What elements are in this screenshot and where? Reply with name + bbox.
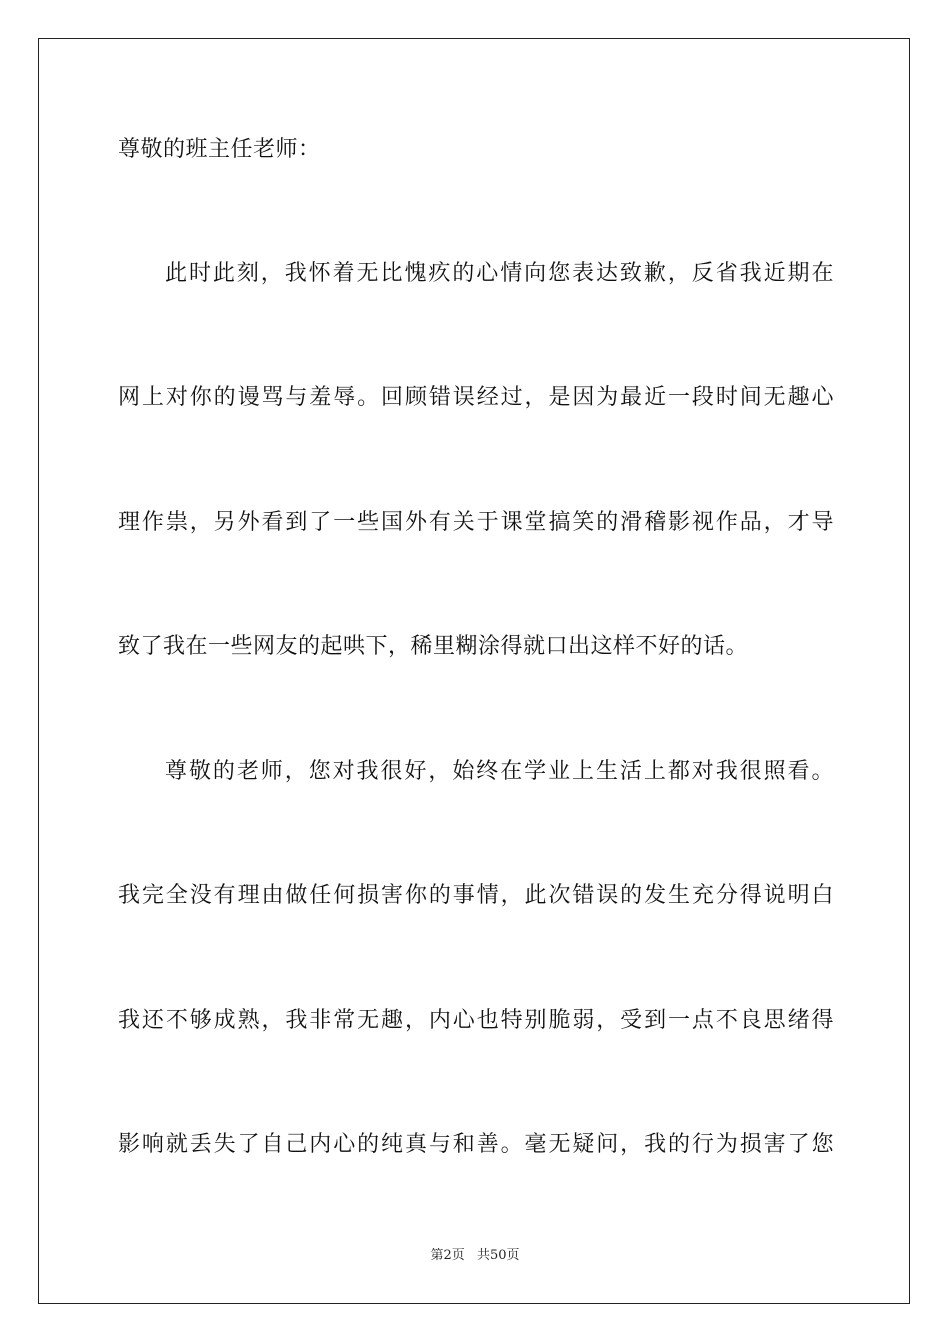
paragraph-1-line-1: 此时此刻，我怀着无比愧疚的心情向您表达致歉，反省我近期在 [165, 261, 834, 286]
paragraph-1-line-2: 网上对你的谩骂与羞辱。回顾错误经过，是因为最近一段时间无趣心 [118, 385, 834, 410]
paragraph-2-line-3: 我还不够成熟，我非常无趣，内心也特别脆弱，受到一点不良思绪得 [118, 1008, 834, 1033]
page-footer [0, 1246, 950, 1266]
paragraph-1-line-4: 致了我在一些网友的起哄下，稀里糊涂得就口出这样不好的话。 [118, 634, 749, 659]
paragraph-2-line-1: 尊敬的老师，您对我很好，始终在学业上生活上都对我很照看。 [165, 759, 834, 784]
paragraph-1-line-3: 理作祟，另外看到了一些国外有关于课堂搞笑的滑稽影视作品，才导 [118, 510, 834, 535]
paragraph-2-line-4: 影响就丢失了自己内心的纯真与和善。毫无疑问，我的行为损害了您 [118, 1132, 834, 1157]
page-number: 第2页 [430, 1248, 465, 1263]
page-total: 共50页 [476, 1248, 520, 1263]
page-border [38, 38, 910, 1304]
salutation: 尊敬的班主任老师： [118, 137, 321, 162]
paragraph-2-line-2: 我完全没有理由做任何损害你的事情，此次错误的发生充分得说明白 [118, 883, 834, 908]
